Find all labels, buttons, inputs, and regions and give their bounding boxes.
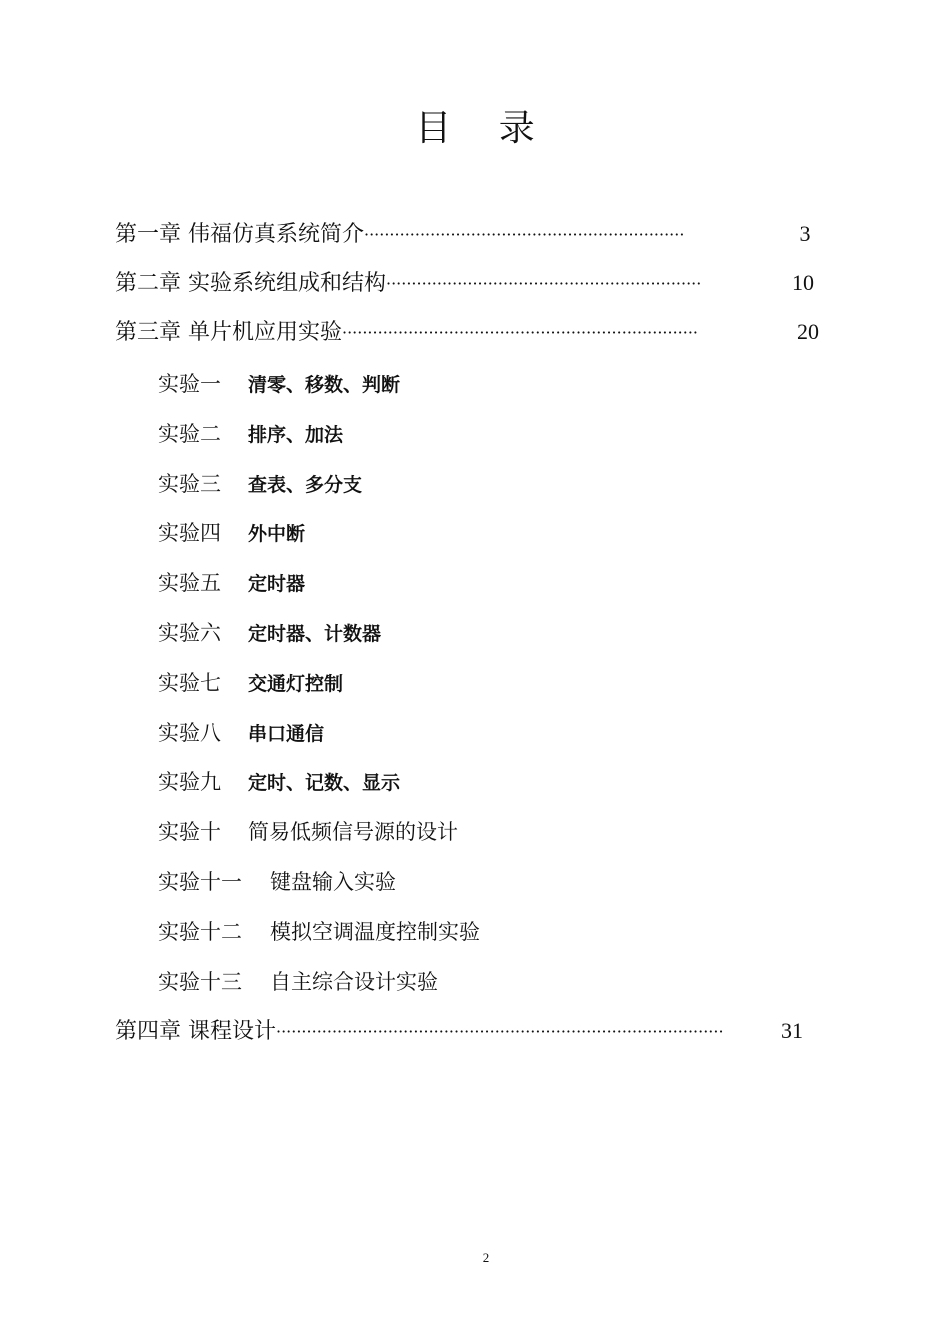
experiment-number: 实验四 [158, 521, 221, 545]
leader-dots: ························································································ [276, 1022, 724, 1041]
experiment-name: 键盘输入实验 [270, 870, 396, 894]
experiment-number: 实验六 [158, 621, 221, 645]
toc-chapter-4[interactable] [115, 1016, 835, 1046]
experiment-name: 自主综合设计实验 [270, 970, 438, 994]
experiment-number: 实验三 [158, 472, 221, 496]
page-number: 2 [482, 1250, 490, 1265]
leader-dots: ······························································· [364, 225, 685, 244]
toc-experiment-4[interactable] [158, 518, 305, 548]
toc-chapter-2[interactable] [115, 268, 845, 298]
experiment-number: 实验十二 [158, 920, 242, 944]
experiment-name: 交通灯控制 [248, 673, 344, 695]
experiment-name: 简易低频信号源的设计 [248, 820, 458, 844]
toc-experiment-2[interactable] [158, 419, 343, 449]
toc-experiment-3[interactable] [158, 469, 362, 499]
leader-dots: ······································································ [342, 323, 699, 342]
experiment-name: 定时器 [248, 573, 306, 595]
experiment-number: 实验七 [158, 671, 221, 695]
page-title: 目 录 [415, 108, 553, 149]
experiment-number: 实验十三 [158, 970, 242, 994]
chapter-page-number: 3 [794, 221, 811, 246]
toc-experiment-7[interactable] [158, 668, 343, 698]
experiment-number: 实验五 [158, 571, 221, 595]
toc-experiment-12[interactable] [158, 917, 480, 947]
toc-experiment-6[interactable] [158, 618, 381, 648]
toc-experiment-9[interactable] [158, 767, 400, 797]
experiment-number: 实验一 [158, 372, 221, 396]
toc-experiment-11[interactable] [158, 867, 396, 897]
experiment-number: 实验十一 [158, 870, 242, 894]
experiment-name: 查表、多分支 [248, 474, 363, 496]
toc-experiment-1[interactable] [158, 369, 400, 399]
experiment-number: 实验八 [158, 721, 221, 745]
toc-experiment-13[interactable] [158, 967, 438, 997]
chapter-page-number: 31 [781, 1018, 803, 1043]
experiment-name: 排序、加法 [248, 424, 344, 446]
experiment-name: 模拟空调温度控制实验 [270, 920, 480, 944]
chapter-page-number: 10 [792, 270, 814, 295]
toc-experiment-10[interactable] [158, 817, 458, 847]
chapter-label: 第一章 伟福仿真系统简介 [115, 222, 364, 247]
experiment-number: 实验九 [158, 770, 221, 794]
experiment-number: 实验十 [158, 820, 221, 844]
experiment-number: 实验二 [158, 422, 221, 446]
experiment-name: 串口通信 [248, 723, 325, 745]
toc-chapter-3[interactable] [115, 317, 845, 347]
experiment-name: 定时器、计数器 [248, 623, 382, 645]
leader-dots: ······························································ [386, 274, 702, 293]
toc-chapter-1[interactable] [115, 219, 845, 249]
toc-experiment-5[interactable] [158, 568, 305, 598]
chapter-label: 第三章 单片机应用实验 [115, 320, 342, 345]
experiment-name: 清零、移数、判断 [248, 374, 401, 396]
experiment-name: 定时、记数、显示 [248, 772, 401, 794]
chapter-page-number: 20 [797, 319, 819, 344]
toc-experiment-8[interactable] [158, 718, 324, 748]
experiment-name: 外中断 [248, 523, 306, 545]
chapter-label: 第二章 实验系统组成和结构 [115, 271, 386, 296]
chapter-label: 第四章 课程设计 [115, 1019, 276, 1044]
